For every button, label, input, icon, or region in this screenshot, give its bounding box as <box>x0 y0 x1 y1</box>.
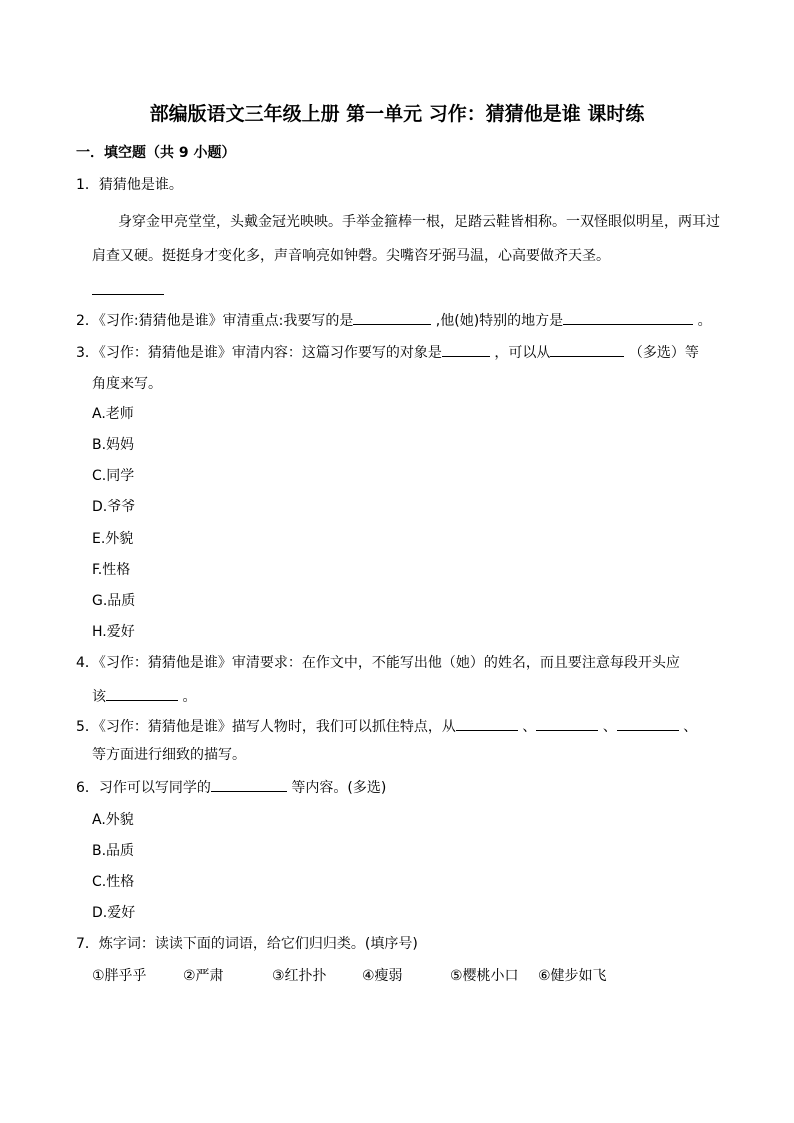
question-number: 6． <box>76 780 99 796</box>
question-1 <box>76 175 183 195</box>
answer-blank[interactable] <box>563 310 693 325</box>
word-item: ⑥健步如飞 <box>538 968 607 984</box>
question-3 <box>76 342 699 363</box>
question-text: 习作可以写同学的 <box>98 780 211 796</box>
answer-blank[interactable] <box>211 777 287 792</box>
option-g[interactable]: G.品质 <box>92 593 136 609</box>
option-b[interactable]: B.品质 <box>92 843 135 859</box>
option-a[interactable]: A.外貌 <box>92 812 134 828</box>
option-c[interactable]: C.同学 <box>92 468 135 484</box>
question-number: 1． <box>76 177 99 193</box>
question-stem: 猜猜他是谁。 <box>98 177 183 193</box>
option-f[interactable]: F.性格 <box>92 562 131 578</box>
question-4-line-2 <box>92 686 196 707</box>
option-c[interactable]: C.性格 <box>92 874 135 890</box>
answer-blank[interactable] <box>456 716 518 731</box>
option-d[interactable]: D.爷爷 <box>92 499 136 515</box>
answer-blank[interactable] <box>353 310 431 325</box>
word-list <box>0 966 794 986</box>
question-number: 4． <box>76 655 99 671</box>
separator: 、 <box>598 719 617 735</box>
section-heading: 一．填空题（共 9 小题） <box>76 145 236 161</box>
separator: 、 <box>678 719 698 735</box>
question-number: 5． <box>76 719 99 735</box>
question-text: 。 <box>693 313 712 329</box>
answer-blank[interactable] <box>617 716 679 731</box>
answer-blank-row <box>92 280 164 301</box>
question-number: 2． <box>76 313 99 329</box>
option-b[interactable]: B.妈妈 <box>92 437 135 453</box>
question-3-line-2: 角度来写。 <box>92 376 162 392</box>
option-a[interactable]: A.老师 <box>92 406 134 422</box>
answer-blank[interactable] <box>550 342 624 357</box>
question-text: ，可以从 <box>489 345 551 361</box>
option-d[interactable]: D.爱好 <box>92 905 136 921</box>
question-text: （多选）等 <box>624 345 699 361</box>
word-item: ⑤樱桃小口 <box>450 968 519 984</box>
word-item: ④瘦弱 <box>362 968 403 984</box>
question-7 <box>76 934 418 954</box>
question-text: 该 <box>92 689 106 705</box>
question-text: 《习作：猜猜他是谁》审清内容：这篇习作要写的对象是 <box>98 345 442 361</box>
question-6 <box>76 777 386 798</box>
question-5-line-2: 等方面进行细致的描写。 <box>92 747 246 763</box>
answer-blank[interactable] <box>442 342 490 357</box>
question-text: 《习作:猜猜他是谁》审清重点:我要写的是 <box>98 313 354 329</box>
answer-blank[interactable] <box>92 280 164 295</box>
question-text: 《习作：猜猜他是谁》审清要求：在作文中，不能写出他（她）的姓名，而且要注意每段开头应 <box>98 655 680 671</box>
question-text: ,他(她)特别的地方是 <box>431 313 564 329</box>
question-2 <box>76 310 712 331</box>
option-e[interactable]: E.外貌 <box>92 531 134 547</box>
riddle-line-1: 身穿金甲亮堂堂，头戴金冠光映映。手举金箍棒一根，足踏云鞋皆相称。一双怪眼似明星，两耳过 <box>118 214 720 230</box>
question-stem: 炼字词：读读下面的词语，给它们归归类。(填序号) <box>98 936 418 952</box>
question-text: 等内容。(多选) <box>286 780 387 796</box>
question-text: 《习作：猜猜他是谁》描写人物时，我们可以抓住特点，从 <box>98 719 456 735</box>
word-item: ①胖乎乎 <box>92 968 147 984</box>
question-4 <box>76 653 680 673</box>
word-item: ②严肃 <box>183 968 224 984</box>
answer-blank[interactable] <box>536 716 598 731</box>
question-text: 。 <box>178 689 197 705</box>
word-item: ③红扑扑 <box>272 968 327 984</box>
option-h[interactable]: H.爱好 <box>92 624 135 640</box>
question-5 <box>76 716 697 737</box>
separator: 、 <box>517 719 537 735</box>
question-number: 3． <box>76 345 99 361</box>
riddle-line-2: 肩查又硬。挺挺身才变化多，声音响亮如钟磬。尖嘴咨牙弼马温，心高要做齐天圣。 <box>92 248 610 264</box>
page-title: 部编版语文三年级上册 第一单元 习作：猜猜他是谁 课时练 <box>149 103 645 125</box>
question-number: 7． <box>76 936 99 952</box>
answer-blank[interactable] <box>106 686 178 701</box>
